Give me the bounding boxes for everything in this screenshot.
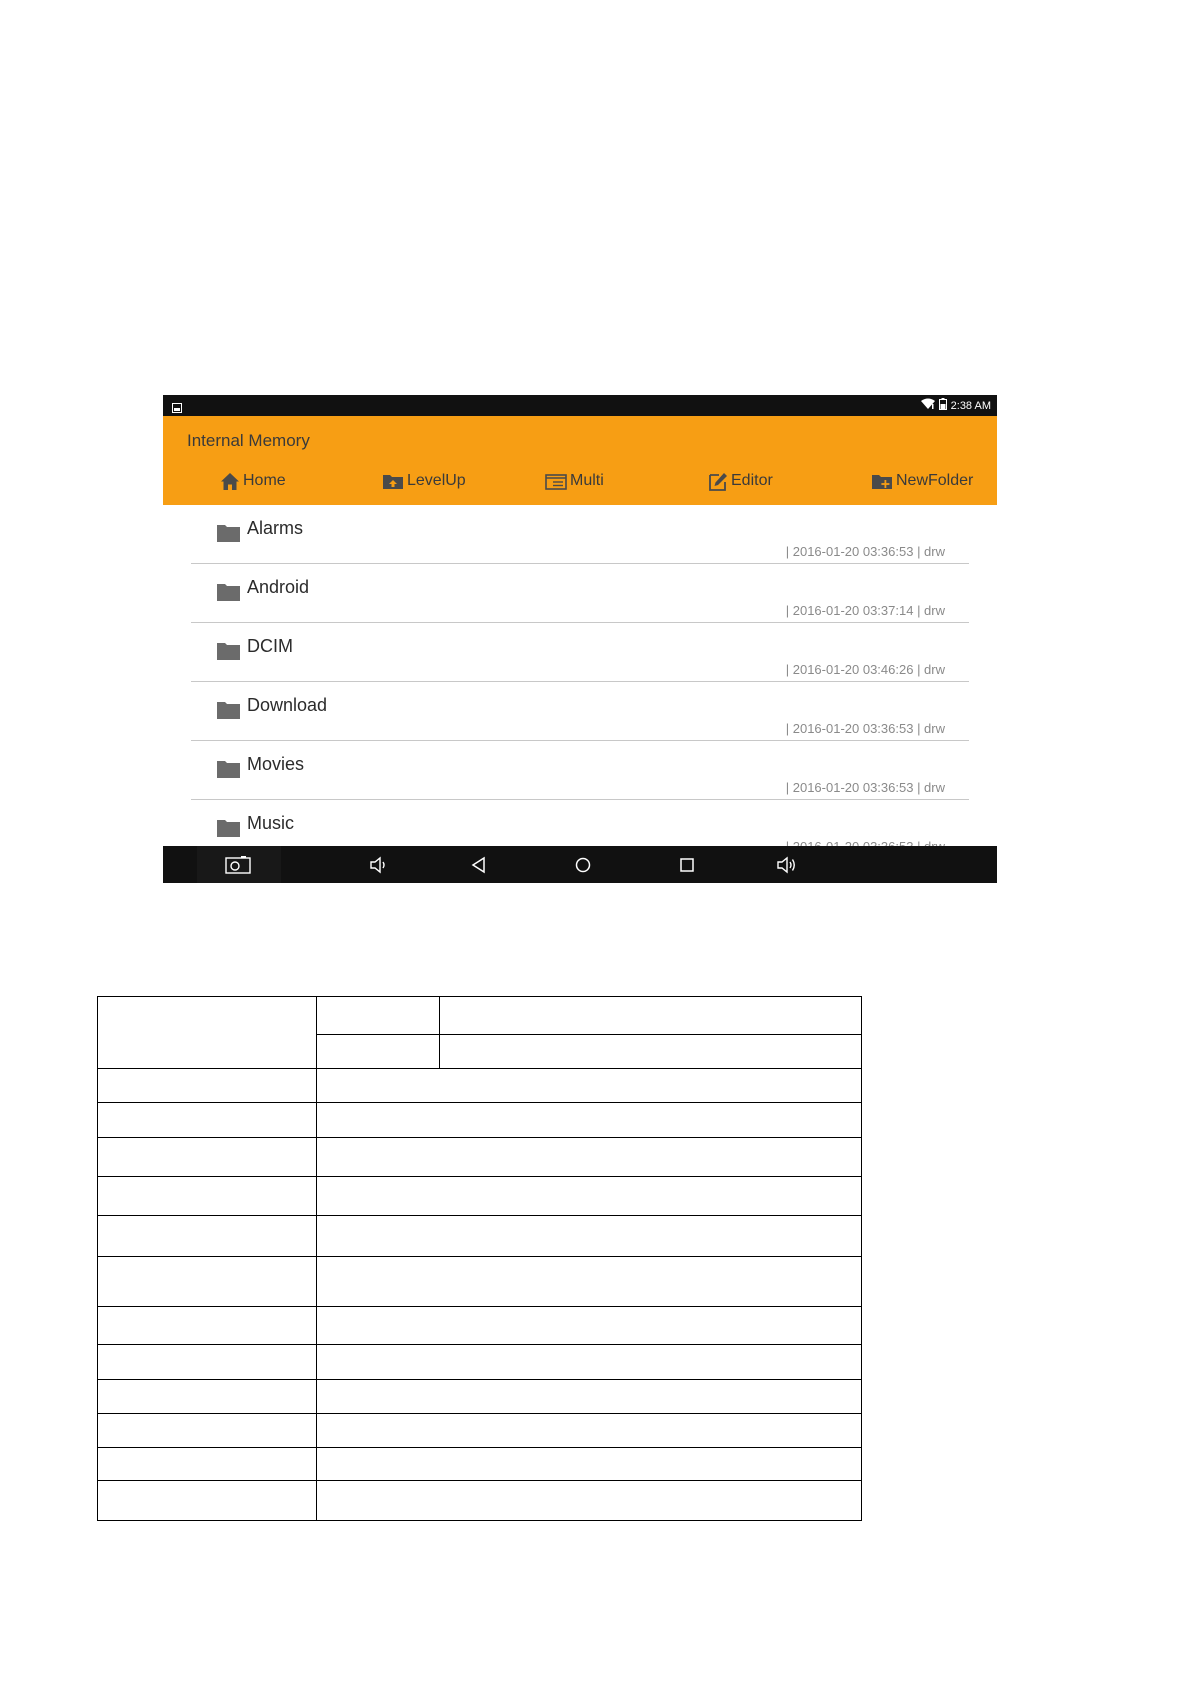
table-cell (317, 1257, 862, 1307)
editor-button-label: Editor (731, 472, 773, 489)
spec-table (97, 996, 862, 1521)
app-bar (163, 416, 997, 505)
table-cell (317, 1216, 862, 1257)
table-cell (98, 1216, 317, 1257)
multi-select-icon (545, 473, 567, 490)
table-cell (317, 1380, 862, 1414)
table-cell (317, 1035, 440, 1069)
file-list (163, 505, 997, 841)
edit-icon (708, 472, 728, 491)
volume-down-icon[interactable] (368, 855, 388, 875)
page-title: Internal Memory (187, 431, 310, 450)
list-item[interactable] (191, 682, 969, 741)
level-up-button-label: LevelUp (407, 472, 466, 489)
file-name: Music (247, 813, 295, 833)
table-cell (98, 1177, 317, 1216)
table-cell (317, 1069, 862, 1103)
table-cell (317, 1345, 862, 1380)
table-cell (98, 1307, 317, 1345)
table-row (98, 1414, 862, 1448)
wifi-icon (921, 398, 935, 413)
folder-icon (217, 701, 240, 724)
table-row (98, 1216, 862, 1257)
table-cell (440, 1035, 862, 1069)
list-item[interactable] (191, 564, 969, 623)
recents-icon[interactable] (677, 855, 697, 875)
file-meta: | 2016-01-20 03:36:53 | drw (785, 780, 945, 795)
list-item[interactable] (191, 741, 969, 800)
table-row (98, 1257, 862, 1307)
folder-icon (217, 819, 240, 842)
table-row (98, 1481, 862, 1521)
table-cell (317, 1138, 862, 1177)
table-cell (98, 997, 317, 1069)
table-cell (98, 1257, 317, 1307)
multi-select-button[interactable] (545, 470, 604, 492)
table-cell (98, 1414, 317, 1448)
folder-icon (217, 760, 240, 783)
table-row (98, 1448, 862, 1481)
file-meta: | 2016-01-20 03:46:26 | drw (785, 662, 945, 677)
new-folder-button[interactable] (871, 470, 973, 492)
list-item[interactable] (191, 623, 969, 682)
new-folder-button-label: NewFolder (896, 472, 974, 489)
navigation-bar (163, 846, 997, 883)
table-cell (98, 1069, 317, 1103)
file-name: Alarms (247, 518, 304, 538)
screenshot-icon[interactable] (225, 855, 251, 875)
list-item[interactable] (191, 505, 969, 564)
status-bar (163, 395, 997, 416)
home-circle-icon[interactable] (573, 855, 593, 875)
table-cell (317, 1103, 862, 1138)
file-meta: | 2016-01-20 03:37:14 | drw (785, 603, 945, 618)
folder-icon (217, 583, 240, 606)
table-row (98, 1345, 862, 1380)
file-name: Android (247, 577, 310, 597)
editor-button[interactable] (708, 470, 773, 492)
table-cell (98, 1380, 317, 1414)
status-time: 2:38 AM (950, 399, 991, 412)
image-notification-icon (172, 400, 182, 410)
folder-icon (217, 524, 240, 547)
table-cell (98, 1103, 317, 1138)
table-cell (317, 1448, 862, 1481)
home-button-label: Home (243, 472, 286, 489)
file-name: Movies (247, 754, 305, 774)
level-up-folder-icon (382, 473, 404, 490)
table-cell (98, 1345, 317, 1380)
table-cell (98, 1138, 317, 1177)
file-name: Download (247, 695, 328, 715)
table-row (98, 997, 862, 1035)
folder-icon (217, 642, 240, 665)
file-meta: | 2016-01-20 03:36:53 | drw (785, 544, 945, 559)
table-cell (98, 1448, 317, 1481)
file-meta: | 2016-01-20 03:36:53 | drw (785, 721, 945, 736)
table-row (98, 1177, 862, 1216)
table-cell (317, 1481, 862, 1521)
table-cell (317, 1414, 862, 1448)
status-indicators (921, 398, 991, 413)
table-cell (317, 1307, 862, 1345)
table-cell (440, 997, 862, 1035)
table-row (98, 1307, 862, 1345)
table-cell (317, 997, 440, 1035)
table-row (98, 1138, 862, 1177)
new-folder-icon (871, 473, 893, 490)
table-row (98, 1103, 862, 1138)
level-up-button[interactable] (382, 470, 466, 492)
file-name: DCIM (247, 636, 293, 656)
file-manager-screenshot (163, 395, 997, 883)
home-button[interactable] (220, 470, 286, 492)
multi-select-button-label: Multi (570, 472, 604, 489)
volume-up-icon[interactable] (775, 855, 797, 875)
table-cell (98, 1481, 317, 1521)
table-cell (317, 1177, 862, 1216)
back-icon[interactable] (469, 855, 489, 875)
table-row (98, 1069, 862, 1103)
home-icon (220, 472, 240, 491)
battery-icon (939, 398, 947, 413)
table-row (98, 1380, 862, 1414)
